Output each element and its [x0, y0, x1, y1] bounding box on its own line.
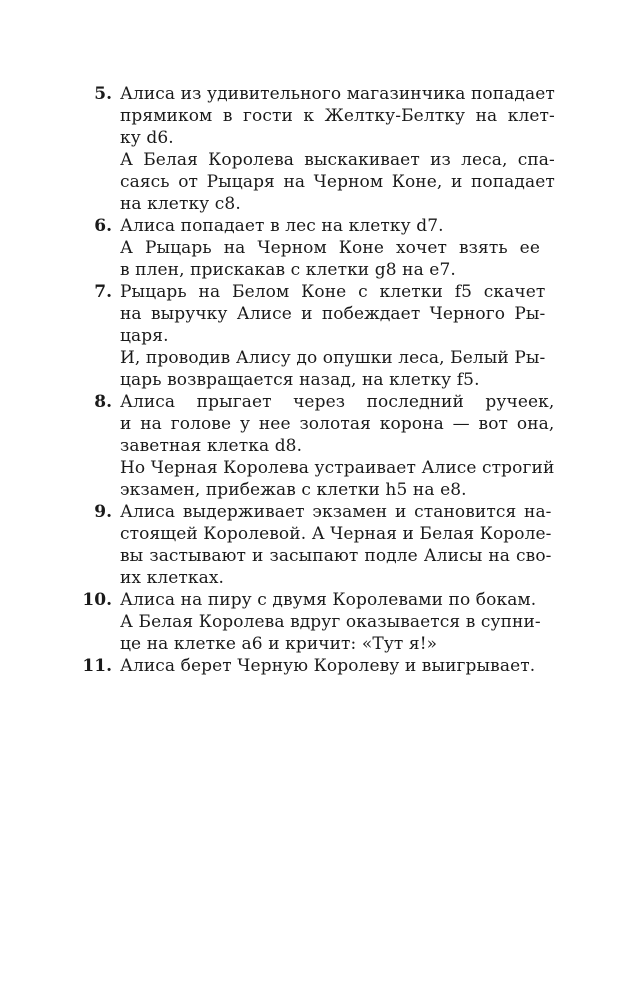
- list-item: [80, 83, 555, 215]
- text-line: заветная клетка d8.: [120, 436, 303, 456]
- item-number: 9.: [94, 502, 112, 522]
- item-body: [120, 215, 540, 281]
- text-line: Алиса попадает в лес на клетку d7.: [120, 216, 444, 236]
- item-number: 7.: [94, 282, 112, 302]
- text-line: Алиса из удивительного магазинчика попадает: [120, 84, 555, 104]
- list-item: [80, 655, 540, 677]
- item-body: [120, 83, 555, 215]
- list-item: [80, 391, 555, 501]
- text-line: вы застывают и засыпают подле Алисы на сво-: [120, 546, 552, 566]
- item-number: 5.: [94, 84, 112, 104]
- text-line: на клетку c8.: [120, 194, 241, 214]
- text-line: экзамен, прибежав с клетки h5 на e8.: [120, 480, 467, 500]
- text-line: царя.: [120, 326, 169, 346]
- text-line: царь возвращается назад, на клетку f5.: [120, 370, 480, 390]
- text-line: Алиса выдерживает экзамен и становится на-: [120, 502, 552, 522]
- numbered-list: [80, 83, 555, 677]
- item-body: [120, 501, 552, 589]
- text-line: их клетках.: [120, 568, 225, 588]
- text-line: саясь от Рыцаря на Черном Коне, и попадает: [120, 172, 555, 192]
- text-line: А Белая Королева вдруг оказывается в супни-: [120, 612, 541, 632]
- text-line: Алиса прыгает через последний ручеек,: [120, 392, 555, 412]
- text-line: на выручку Алисе и побеждает Черного Ры-: [120, 304, 546, 324]
- item-number: 11.: [82, 656, 112, 676]
- item-number: 10.: [82, 590, 112, 610]
- text-line: И, проводив Алису до опушки леса, Белый Ры-: [120, 348, 546, 368]
- item-body: [120, 655, 540, 677]
- text-line: А Рыцарь на Черном Коне хочет взять ее: [120, 238, 540, 258]
- text-line: и на голове у нее золотая корона — вот она,: [120, 414, 555, 434]
- item-number: 8.: [94, 392, 112, 412]
- list-item: [80, 501, 552, 589]
- list-item: [80, 281, 546, 391]
- list-item: [80, 589, 540, 655]
- text-line: Алиса берет Черную Королеву и выигрывает.: [120, 656, 536, 676]
- text-line: Рыцарь на Белом Коне с клетки f5 скачет: [120, 282, 546, 302]
- text-line: прямиком в гости к Желтку-Белтку на клет-: [120, 106, 555, 126]
- text-line: в плен, прискакав с клетки g8 на e7.: [120, 260, 456, 280]
- text-line: А Белая Королева выскакивает из леса, спа-: [120, 150, 555, 170]
- item-body: [120, 589, 541, 655]
- item-body: [120, 281, 545, 391]
- item-body: [120, 391, 554, 501]
- text-line: ку d6.: [120, 128, 174, 148]
- item-number: 6.: [94, 216, 112, 236]
- text-line: це на клетке a6 и кричит: «Тут я!»: [120, 634, 438, 654]
- text-line: Но Черная Королева устраивает Алисе строгий: [120, 458, 555, 478]
- text-line: стоящей Королевой. А Черная и Белая Короле-: [120, 524, 552, 544]
- list-item: [80, 215, 540, 281]
- text-line: Алиса на пиру с двумя Королевами по бокам.: [120, 590, 537, 610]
